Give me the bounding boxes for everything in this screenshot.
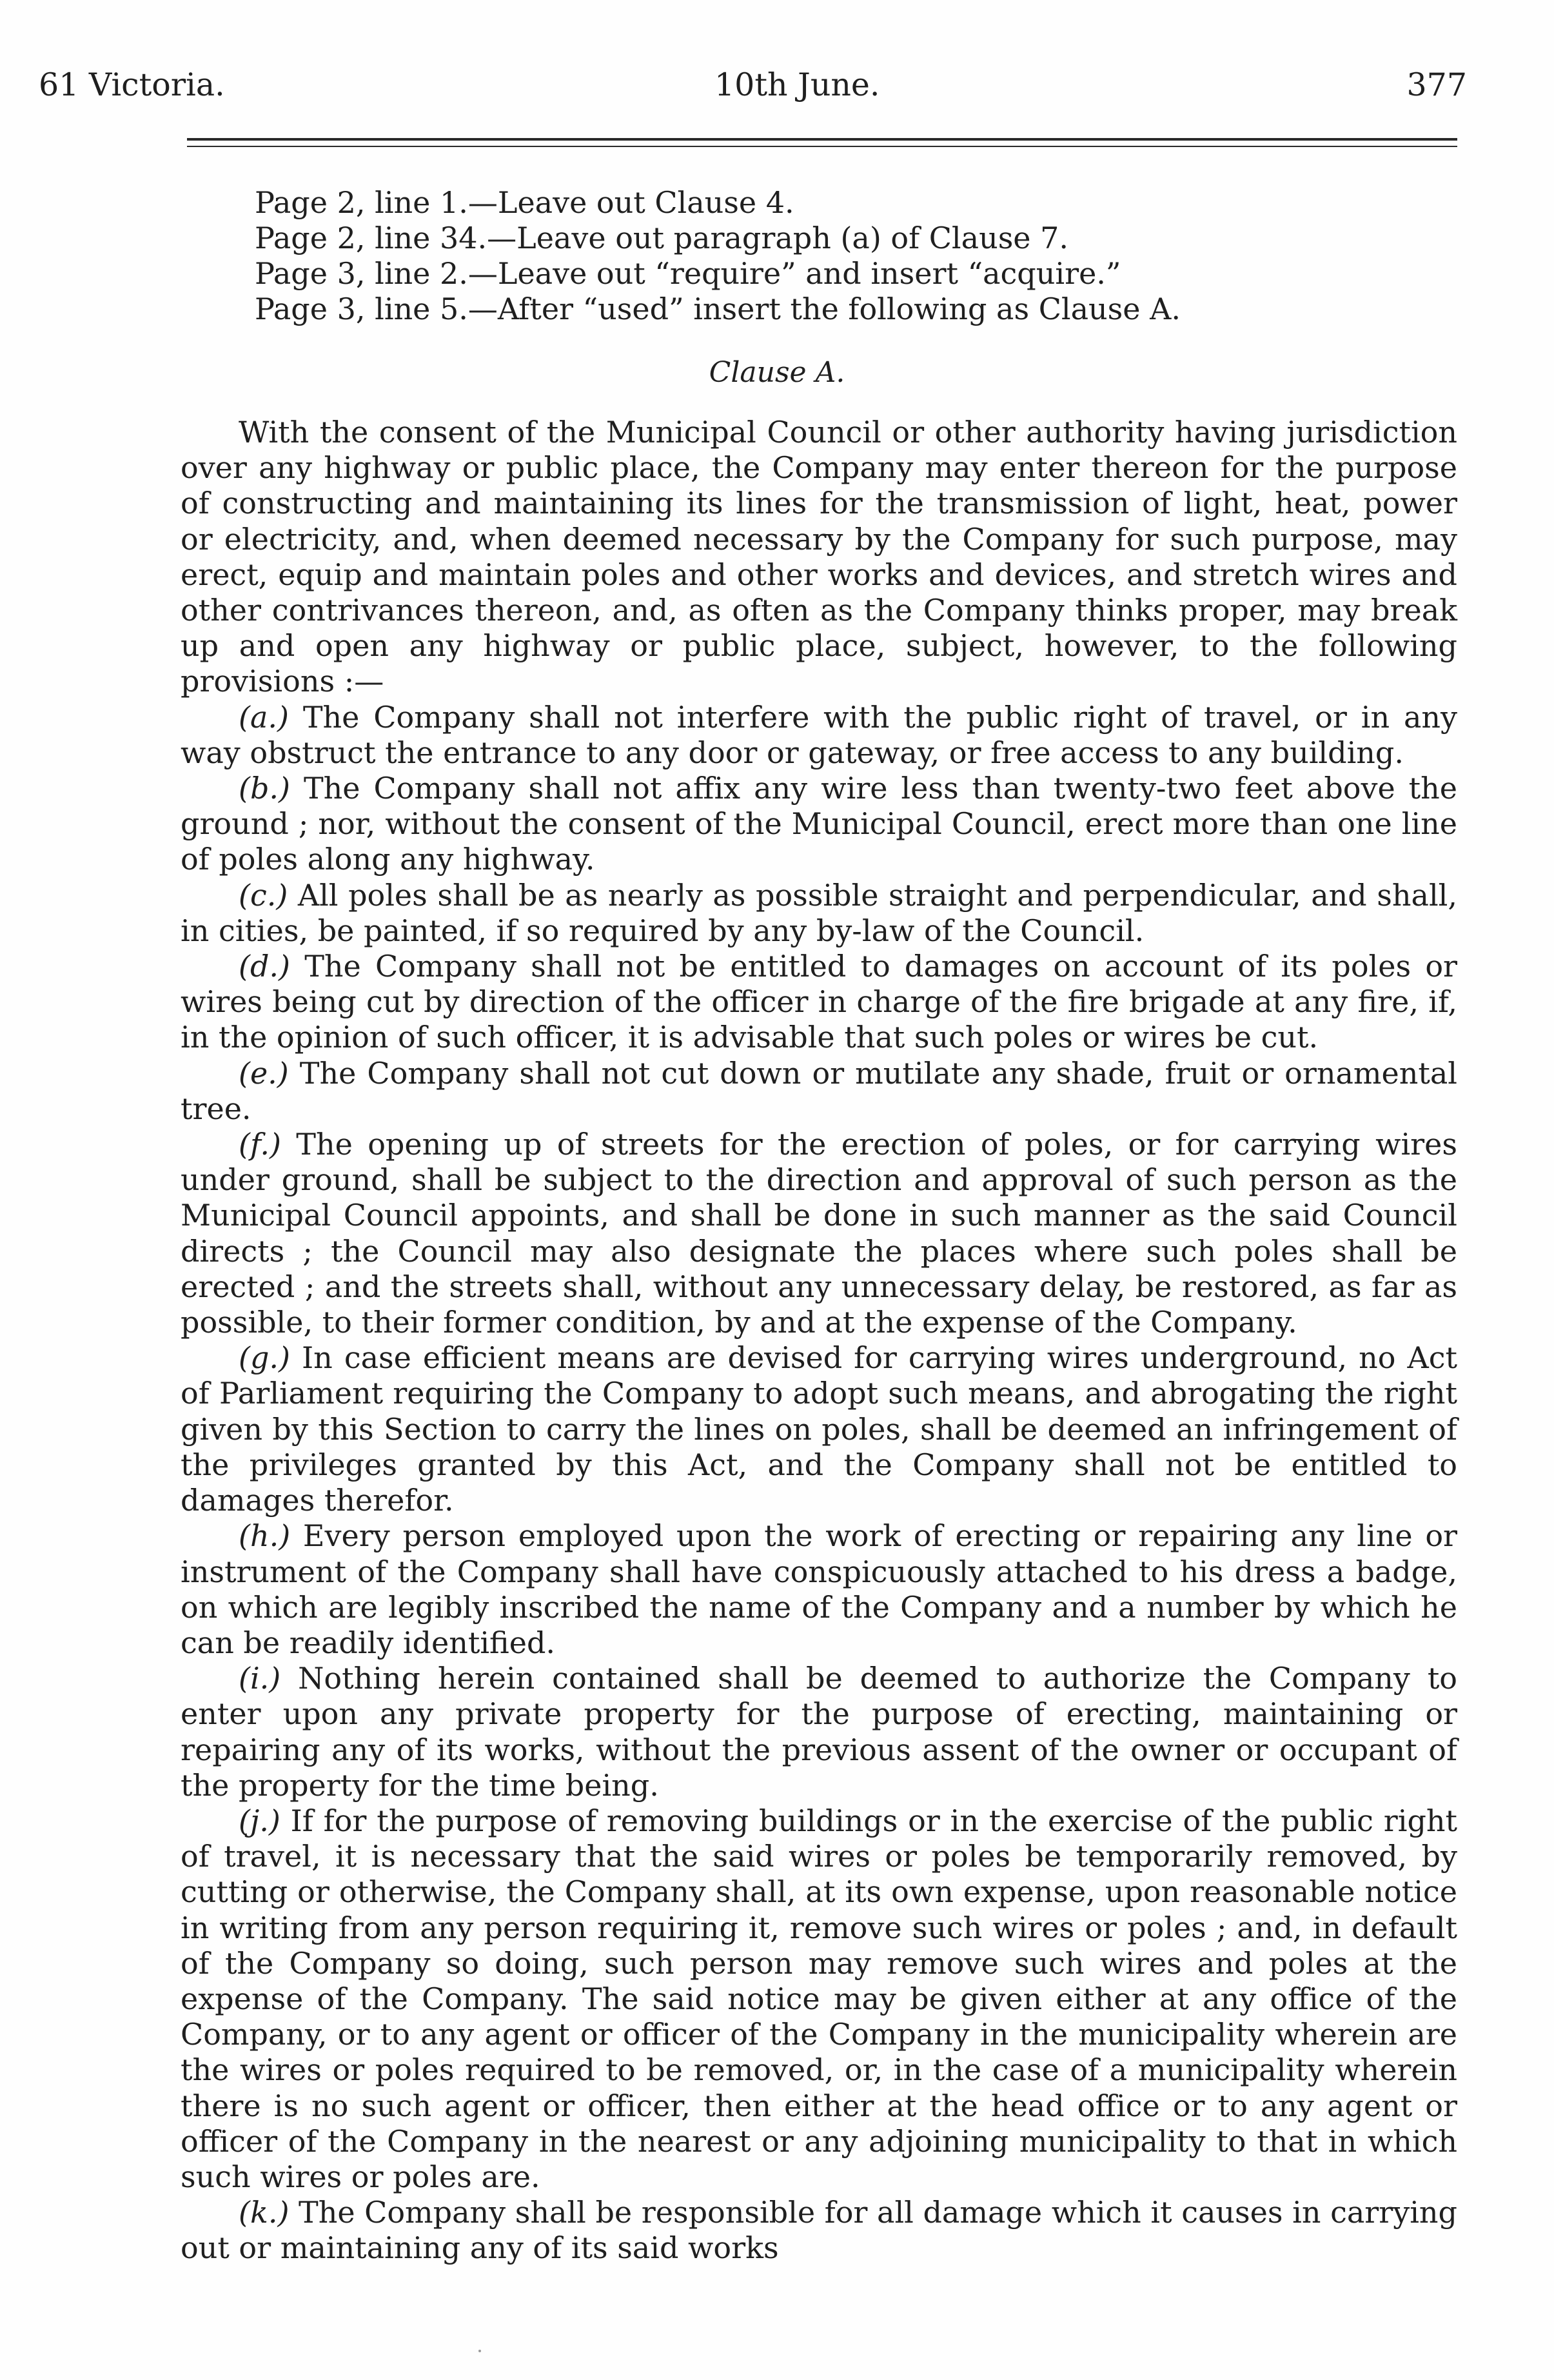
- provision-label: (c.): [239, 877, 288, 913]
- provision-text: Nothing herein contained shall be deemed to authorize the Company to enter upon any private property for the purpose of erecting, maintaining or repairing any of its works, without the previous assent of the owner or occupant of the property for the time being.: [181, 1661, 1458, 1803]
- provision-text: The Company shall not cut down or mutilate any shade, fruit or ornamental tree.: [181, 1055, 1457, 1126]
- amendment-line: Page 3, line 2.—Leave out “require” and insert “acquire.”: [255, 256, 1121, 291]
- running-header: [39, 59, 1467, 111]
- provision-label: (k.): [239, 2195, 290, 2230]
- provision-f: [181, 1127, 1457, 1340]
- provision-b: [181, 771, 1457, 878]
- provision-label: (j.): [239, 1803, 280, 1838]
- provision-c: [181, 878, 1457, 949]
- header-rule-thin: [187, 146, 1457, 147]
- provision-text: The Company shall not affix any wire less than twenty-two feet above the ground ; nor, without the consent of the Municipal Council, erect more than one line of poles along any highway.: [181, 771, 1458, 877]
- page-number: 377: [1406, 66, 1467, 103]
- provision-label: (h.): [239, 1518, 291, 1554]
- provision-d: [181, 949, 1457, 1056]
- provision-text: The Company shall not be entitled to damages on account of its poles or wires being cut by direction of the officer in charge of the fire brigade at any fire, if, in the opinion of such officer, it is advisable that such poles or wires be cut.: [181, 949, 1458, 1055]
- provision-text: In case efficient means are devised for carrying wires underground, no Act of Parliament requiring the Company to adopt such means, and abrogating the right given by this Section to carry the lines on poles, shall be deemed an infringement of the privileges granted by this Act, and the Company shall not be entitled to damages therefor.: [181, 1340, 1457, 1518]
- provision-label: (f.): [239, 1127, 281, 1162]
- scan-speck: [478, 2350, 481, 2352]
- provision-g: [181, 1340, 1457, 1518]
- provision-text: If for the purpose of removing buildings or in the exercise of the public right of travel, it is necessary that the said wires or poles be temporarily removed, by cutting or otherwise, the Company shall, at its own expense, upon reasonable notice in writing from any person requiring it, remove such wires or poles ; and, in default of the Company so doing, such person may remove such wires and poles at the expense of the Company. The said notice may be given either at any office of the Company, or to any agent or officer of the Company in the municipality wherein are the wires or poles required to be removed, or, in the case of a municipality wherein there is no such agent or officer, then either at the head office or to any agent or officer of the Company in the nearest or any adjoining municipality to that in which such wires or poles are.: [181, 1803, 1457, 2194]
- provision-j: [181, 1803, 1457, 2195]
- provision-text: All poles shall be as nearly as possible straight and perpendicular, and shall, in cities, be painted, if so required by any by-law of the Council.: [181, 877, 1457, 948]
- amendment-line: Page 3, line 5.—After “used” insert the following as Clause A.: [255, 292, 1181, 326]
- header-volume: 61 Victoria.: [39, 66, 225, 103]
- provision-text: The opening up of streets for the erection of poles, or for carrying wires under ground, shall be subject to the direction and approval of such person as the Municipal Council appoints, and shall be done in such manner as the said Council directs ; the Council may also designate the places where such poles shall be erected ; and the streets shall, without any unnecessary delay, be restored, as far as possible, to their former condition, by and at the expense of the Company.: [181, 1127, 1457, 1340]
- amendment-line: Page 2, line 34.—Leave out paragraph (a) of Clause 7.: [255, 221, 1069, 255]
- clause-heading: Clause A.: [709, 356, 845, 389]
- provision-label: (i.): [239, 1661, 281, 1696]
- clause-intro: With the consent of the Municipal Council or other authority having jurisdiction over any highway or public place, the Company may enter thereon for the purpose of constructing and maintaining its lines for the transmission of light, heat, power or electricity, and, when deemed necessary by the Company for such purpose, may erect, equip and maintain poles and other works and devices, and stretch wires and other contrivances thereon, and, as often as the Company thinks proper, may break up and open any highway or public place, subject, however, to the following provisions :—: [181, 415, 1457, 699]
- provision-text: The Company shall be responsible for all damage which it causes in carrying out or maintaining any of its said works: [181, 2195, 1458, 2266]
- provision-label: (d.): [239, 949, 290, 984]
- provision-text: Every person employed upon the work of erecting or repairing any line or instrument of the Company shall have conspicuously attached to his dress a badge, on which are legibly inscribed the name of the Company and a number by which he can be readily identified.: [181, 1518, 1457, 1660]
- header-date: 10th June.: [714, 66, 880, 103]
- clause-body: [181, 415, 1457, 2266]
- provision-text: The Company shall not interfere with the public right of travel, or in any way obstruct the entrance to any door or gateway, or free access to any building.: [181, 699, 1457, 770]
- provision-k: [181, 2195, 1457, 2266]
- provision-label: (b.): [239, 771, 290, 806]
- provision-label: (a.): [239, 699, 289, 735]
- provision-a: [181, 700, 1457, 771]
- provision-label: (e.): [239, 1055, 289, 1091]
- header-rule-thick: [187, 138, 1457, 141]
- provision-i: [181, 1661, 1457, 1803]
- amendment-line: Page 2, line 1.—Leave out Clause 4.: [255, 185, 794, 220]
- provision-e: [181, 1056, 1457, 1127]
- provision-label: (g.): [239, 1340, 290, 1376]
- provision-h: [181, 1518, 1457, 1661]
